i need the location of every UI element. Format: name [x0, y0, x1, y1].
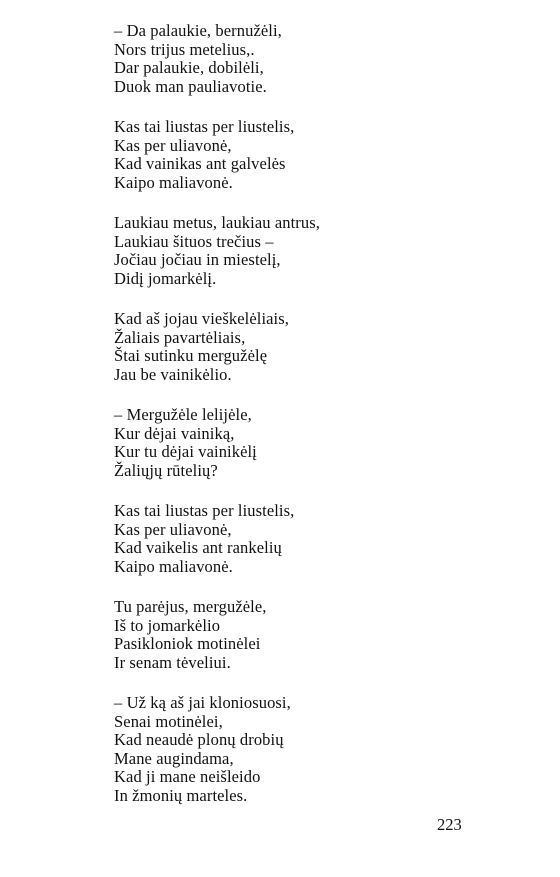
stanza-1 — [114, 22, 514, 96]
poem-line: Kas per uliavonė, — [114, 135, 232, 155]
stanza-4 — [114, 310, 514, 384]
poem-line: Žaliais pavartėliais, — [114, 327, 246, 347]
poem-line: Štai sutinku mergužėlę — [114, 346, 268, 365]
poem-line: – Mergužėle lelijėle, — [114, 405, 252, 424]
page-number: 223 — [437, 815, 462, 834]
poem-line: Kas tai liustas per liustelis, — [114, 501, 295, 520]
poem-line: Kur tu dėjai vainikėlį — [114, 442, 257, 461]
poem-line: Kad vaikelis ant rankelių — [114, 538, 282, 557]
poem-line: Mane augindama, — [114, 748, 234, 768]
poem-line: Kad ji mane neišleido — [114, 767, 261, 786]
poem-line: Ir senam tėveliui. — [114, 652, 231, 672]
poem-line: Iš to jomarkėlio — [114, 615, 221, 635]
poem-line: Nors trijus metelius,. — [114, 39, 255, 59]
stanza-2 — [114, 118, 514, 192]
poem-line: Kad neaudė plonų drobių — [114, 730, 284, 749]
poem — [114, 22, 514, 827]
poem-line: In žmonių marteles. — [114, 785, 248, 805]
poem-line: Senai motinėlei, — [114, 711, 223, 731]
poem-line: Žaliųjų rūtelių? — [114, 460, 218, 480]
poem-line: Kad vainikas ant galvelės — [114, 154, 286, 173]
poem-line: Pasikloniok motinėlei — [114, 634, 261, 653]
poem-line: Kad aš jojau vieškelėliais, — [114, 309, 289, 328]
poem-line: Jau be vainikėlio. — [114, 364, 232, 384]
stanza-8 — [114, 694, 514, 805]
poem-line: Dar palaukie, dobilėli, — [114, 58, 264, 77]
poem-line: Kur dėjai vainiką, — [114, 423, 235, 443]
poem-line: Kas per uliavonė, — [114, 519, 232, 539]
poem-line: Didį jomarkėlį. — [114, 268, 217, 288]
poem-line: Tu parėjus, mergužėle, — [114, 597, 267, 616]
stanza-6 — [114, 502, 514, 576]
poem-line: – Už ką aš jai kloniosuosi, — [114, 693, 291, 712]
poem-line: Kaipo maliavonė. — [114, 556, 233, 576]
stanza-5 — [114, 406, 514, 480]
poem-line: – Da palaukie, bernužėli, — [114, 21, 282, 40]
poem-line: Laukiau metus, laukiau antrus, — [114, 213, 320, 232]
stanza-3 — [114, 214, 514, 288]
poem-line: Kaipo maliavonė. — [114, 172, 233, 192]
stanza-7 — [114, 598, 514, 672]
poem-line: Duok man pauliavotie. — [114, 76, 267, 96]
poem-line: Laukiau šituos trečius – — [114, 231, 274, 251]
poem-line: Jočiau jočiau in miestelį, — [114, 250, 281, 269]
poem-line: Kas tai liustas per liustelis, — [114, 117, 295, 136]
